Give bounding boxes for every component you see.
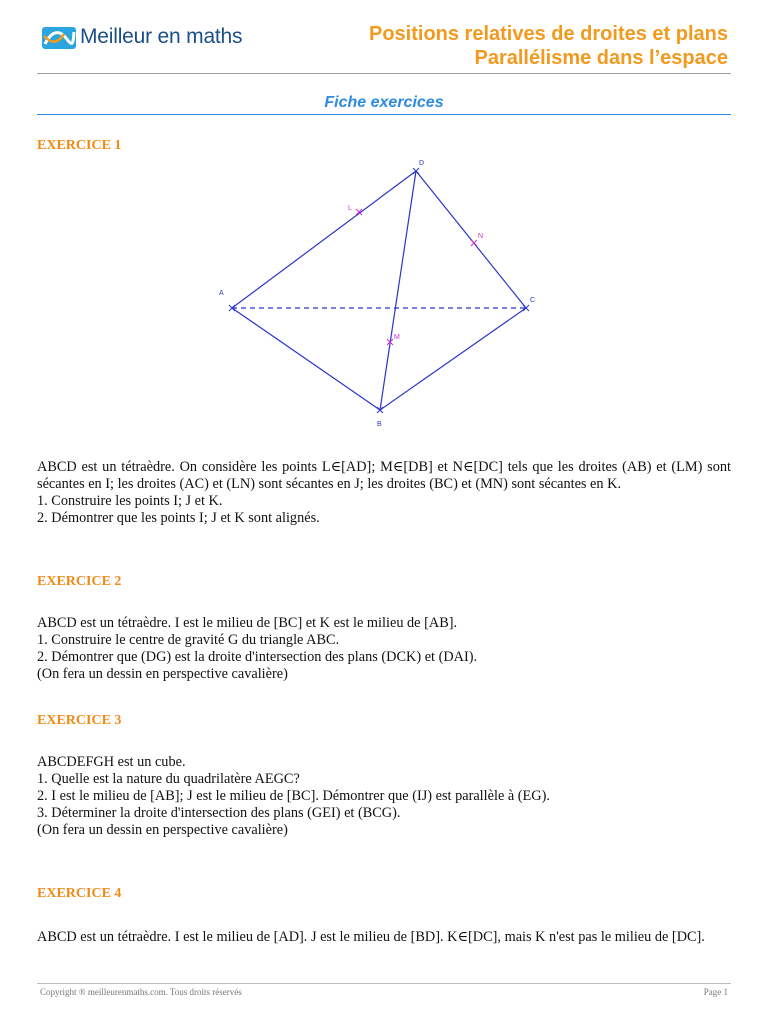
footer-divider xyxy=(37,983,731,984)
label-c: C xyxy=(530,297,536,304)
exercise-2-note: (On fera un dessin en perspective cavalière) xyxy=(37,666,288,682)
exercise-4-text xyxy=(37,929,731,946)
label-b: B xyxy=(377,421,382,428)
exercise-3-note: (On fera un dessin en perspective cavalière) xyxy=(37,822,288,838)
title-line-1: Positions relatives de droites et plans xyxy=(368,23,728,45)
point-n-mark xyxy=(471,240,477,246)
brand-name: Meilleur en maths xyxy=(80,25,243,48)
edge-bc xyxy=(380,308,526,410)
exercise-2-title: EXERCICE 2 xyxy=(37,574,122,589)
edge-ad xyxy=(232,171,416,308)
exercise-3-question-3: 3. Déterminer la droite d'intersection des plans (GEI) et (BCG). xyxy=(37,805,401,821)
title-line-2: Parallélisme dans l’espace xyxy=(474,47,728,69)
exercise-2-text xyxy=(37,615,731,683)
tetrahedron-figure xyxy=(210,155,550,430)
label-m: M xyxy=(394,334,400,341)
label-a: A xyxy=(219,290,224,297)
exercise-3-question-2: 2. I est le milieu de [AB]; J est le milieu de [BC]. Démontrer que (IJ) est parallèle à (EG). xyxy=(37,788,550,804)
section-subtitle: Fiche exercices xyxy=(324,94,444,111)
exercise-3-text xyxy=(37,754,731,839)
exercise-3-question-1: 1. Quelle est la nature du quadrilatère AEGC? xyxy=(37,771,300,787)
exercise-2-statement: ABCD est un tétraèdre. I est le milieu de [BC] et K est le milieu de [AB]. xyxy=(37,615,458,631)
exercise-1-text xyxy=(37,459,731,527)
footer-page-number: Page 1 xyxy=(703,987,728,997)
exercise-1-statement: ABCD est un tétraèdre. On considère les points L∈[AD]; M∈[DB] et N∈[DC] tels que les droites (AB) et (LM) sont sécantes en I; les droites (AC) et (LN) sont sécantes en J; les droites (BC) et (MN) sont sécantes en K. xyxy=(37,459,731,492)
exercise-1-question-2: 2. Démontrer que les points I; J et K sont alignés. xyxy=(37,510,320,526)
exercise-2-question-1: 1. Construire le centre de gravité G du triangle ABC. xyxy=(37,632,340,648)
label-d: D xyxy=(419,160,425,167)
edge-db xyxy=(380,171,416,410)
exercise-3-title: EXERCICE 3 xyxy=(37,713,122,728)
edge-dc xyxy=(416,171,526,308)
exercise-1-question-1: 1. Construire les points I; J et K. xyxy=(37,493,223,509)
footer-copyright: Copyright ® meilleurenmaths.com. Tous droits réservés xyxy=(40,987,242,997)
label-n: N xyxy=(478,233,484,240)
header-divider xyxy=(37,73,731,74)
exercise-3-statement: ABCDEFGH est un cube. xyxy=(37,754,186,770)
subtitle-divider xyxy=(37,114,731,115)
exercise-4-title: EXERCICE 4 xyxy=(37,886,122,901)
edge-ab xyxy=(232,308,380,410)
exercise-1-title: EXERCICE 1 xyxy=(37,138,122,153)
label-l: L xyxy=(348,205,352,212)
exercise-2-question-2: 2. Démontrer que (DG) est la droite d'intersection des plans (DCK) et (DAI). xyxy=(37,649,478,665)
exercise-4-statement: ABCD est un tétraèdre. I est le milieu de [AD]. J est le milieu de [BD]. K∈[DC], mais K n'est pas le milieu de [DC]. xyxy=(37,929,705,945)
page-title xyxy=(369,22,728,70)
